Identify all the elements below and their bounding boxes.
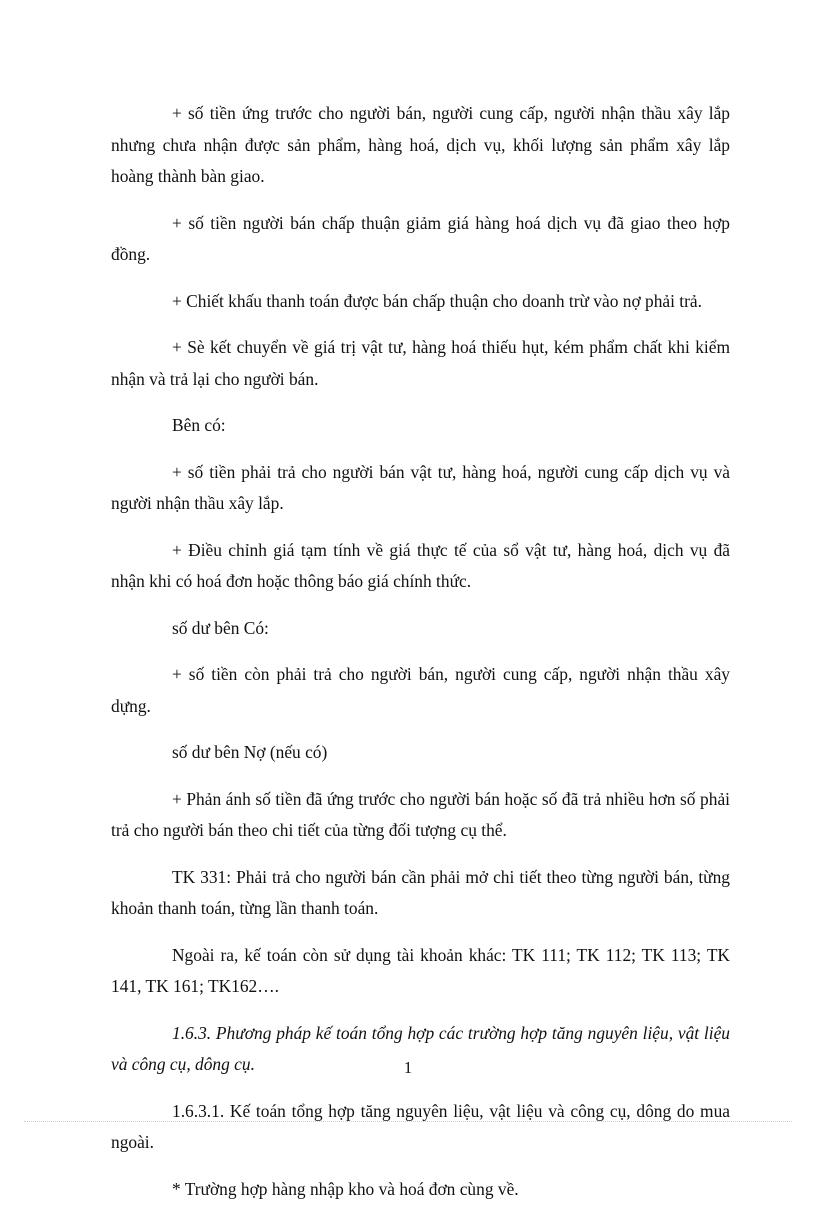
- section-heading-1-6-3-1: 1.6.3.1. Kế toán tổng hợp tăng nguyên liệu, vật liệu và công cụ, dông do mua ngoài.: [111, 1100, 730, 1152]
- paragraph-amount-payable: + số tiền phải trả cho người bán vật tư, hàng hoá, người cung cấp dịch vụ và người nhận thầu xây lắp.: [111, 461, 730, 513]
- page-body: [111, 98, 730, 1220]
- paragraph-payment-discount: + Chiết khấu thanh toán được bán chấp thuận cho doanh trừ vào nợ phải trả.: [172, 290, 702, 311]
- heading-debit-balance: số dư bên Nợ (nếu có): [172, 742, 328, 762]
- paragraph-price-reduction: + số tiền người bán chấp thuận giảm giá hàng hoá dịch vụ đã giao theo hợp đồng.: [111, 212, 730, 264]
- paragraph-remaining-payable: + số tiền còn phải trả cho người bán, người cung cấp, người nhận thầu xây dựng.: [111, 664, 730, 716]
- paragraph-shortage-transfer: + Sè kết chuyển về giá trị vật tư, hàng hoá thiếu hụt, kém phẩm chất khi kiểm nhận và trả lại cho người bán.: [111, 337, 730, 389]
- paragraph-advance-payment: + số tiền ứng trước cho người bán, người cung cấp, người nhận thầu xây lắp nhưng chưa nhận được sản phẩm, hàng hoá, dịch vụ, khối lượng sản phẩm xây lắp hoàng thành bàn giao.: [111, 103, 730, 186]
- page-number: 1: [403, 1058, 413, 1077]
- heading-credit-side: Bên có:: [172, 415, 226, 435]
- paragraph-price-adjustment: + Điều chỉnh giá tạm tính về giá thực tế của sổ vật tư, hàng hoá, dịch vụ đã nhận khi có hoá đơn hoặc thông báo giá chính thức.: [111, 539, 730, 591]
- paragraph-other-accounts: Ngoài ra, kế toán còn sử dụng tài khoản khác: TK 111; TK 112; TK 113; TK 141, TK 161; TK162….: [111, 944, 730, 996]
- paragraph-overpayment: + Phản ánh số tiền đã ứng trước cho người bán hoặc số đã trả nhiều hơn số phải trả cho người bán theo chi tiết của từng đối tượng cụ thể.: [111, 788, 730, 840]
- paragraph-goods-and-invoice: * Trường hợp hàng nhập kho và hoá đơn cùng về.: [172, 1178, 519, 1199]
- section-heading-1-6-3: 1.6.3. Phương pháp kế toán tổng hợp các trường hợp tăng nguyên liệu, vật liệu và công cụ, dông cụ.: [111, 1022, 730, 1074]
- paragraph-tk331-detail: TK 331: Phải trả cho người bán cần phải mở chi tiết theo từng người bán, từng khoản thanh toán, từng lần thanh toán.: [111, 866, 730, 918]
- page-bottom-divider: [24, 1121, 792, 1122]
- heading-credit-balance: số dư bên Có:: [172, 617, 269, 638]
